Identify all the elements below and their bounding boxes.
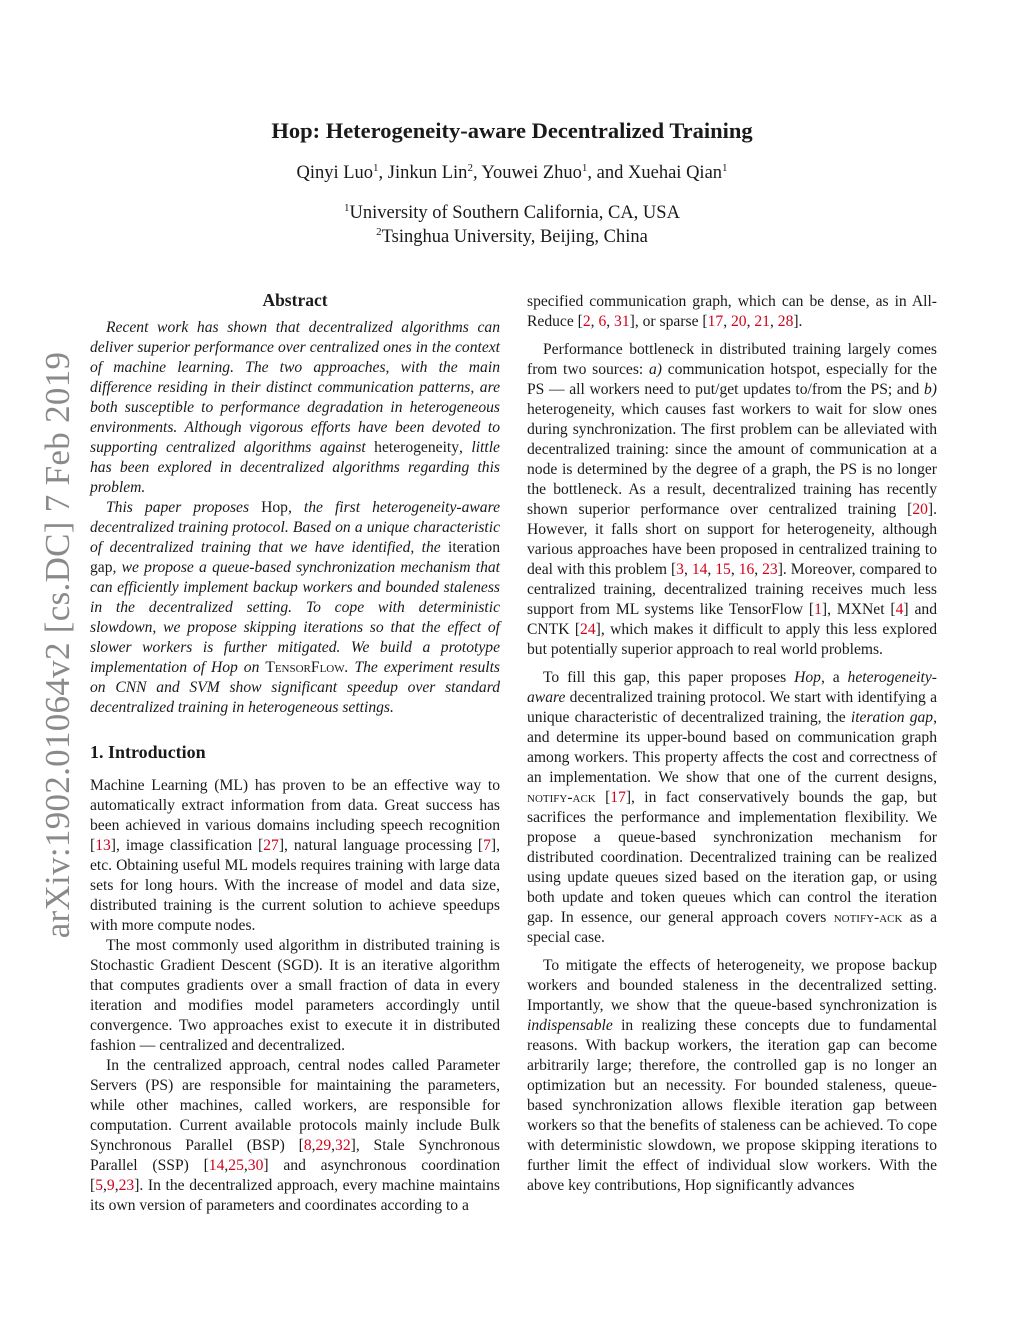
body-paragraph (527, 292, 937, 332)
small-caps-text: TensorFlow (265, 659, 345, 676)
author-name: Jinkun Lin (387, 163, 468, 183)
author-separator: , and (587, 163, 629, 183)
italic-text: indispensable (527, 1017, 613, 1034)
body-paragraph (90, 936, 500, 1056)
author-affiliation-mark: 1 (581, 162, 588, 174)
citation-link[interactable]: 8 (303, 1137, 312, 1154)
citation-link[interactable]: 14 (691, 561, 708, 578)
citation-link[interactable]: 4 (895, 601, 904, 618)
text-run: To mitigate the effects of heterogeneity, we propose backup workers and bounded staleness in the decentralized setting. Importantly, we show that the queue-based synchronization is (527, 957, 937, 1014)
introduction-body-right (527, 292, 937, 1196)
author-separator: , (378, 163, 388, 183)
small-caps-text: notify-ack (833, 909, 903, 926)
body-paragraph (90, 776, 500, 936)
text-run: , (606, 313, 615, 330)
citation-link[interactable]: 23 (118, 1177, 135, 1194)
citation-link[interactable]: 20 (730, 313, 747, 330)
author-affiliation-mark: 2 (467, 162, 473, 174)
citation-link[interactable]: 17 (610, 789, 626, 806)
body-paragraph (527, 340, 937, 660)
text-run: , (224, 1157, 229, 1174)
italic-text: Recent work has shown that decentralized algorithms can deliver superior performance over centralized ones in the context of machine learning. The two approaches, with the main difference residing in their distinct communication patterns, are both susceptible to performance degradation in heterogeneous environments. Although vigorous efforts have been devoted to supporting centralized algorithms against (90, 319, 500, 456)
text-run: communication hotspot, especially for the PS — all workers need to put/get updates to/from the PS; and (527, 361, 937, 398)
text-run: decentralized training protocol. We start with identifying a unique characteristic of decentralized training, the (527, 689, 937, 726)
text-run: ], which makes it difficult to apply this less explored but potentially superior approach to real world problems. (527, 621, 937, 658)
italic-text: a) (648, 361, 662, 378)
body-paragraph (527, 668, 937, 948)
citation-link[interactable]: 21 (754, 313, 770, 330)
text-run: Hop (261, 499, 288, 516)
text-run: ], etc. Obtaining useful ML models requires training with large data sets for long hours. With the increase of model and data size, distributed training is the current solution to achieve speedups with more compute nodes. (90, 837, 500, 934)
affiliation (0, 203, 1024, 224)
text-run: To fill this gap, this paper proposes (543, 669, 795, 686)
text-run: ]. (793, 313, 803, 330)
affiliation-number: 1 (344, 202, 350, 214)
affiliation-text: University of Southern California, CA, USA (349, 203, 680, 223)
text-run: ]. However, it falls short on support for heterogeneity, although various approaches have been proposed in centralized training to deal with this problem [ (527, 501, 937, 578)
text-run: , (331, 1137, 336, 1154)
citation-link[interactable]: 1 (814, 601, 822, 618)
abstract-body (90, 318, 500, 718)
citation-link[interactable]: 3 (676, 561, 684, 578)
affiliation (0, 227, 1024, 248)
text-run: ], image classification [ (110, 837, 264, 854)
text-run: ], in fact conservatively bounds the gap, but sacrifices the performance and implementation flexibility. We propose a queue-based synchronization mechanism for distributed coordination. Decentralized training can be realized using update queues sized based on the iteration gap, or using both update and token queues which can control the iteration gap. In essence, our general approach covers (527, 789, 938, 926)
italic-text: heterogeneity-aware (527, 669, 937, 706)
body-paragraph (90, 1056, 500, 1216)
left-column (90, 290, 500, 1216)
text-run: in realizing these concepts due to fundamental reasons. With backup workers, the iteration gap can become arbitrarily large; therefore, the controlled gap is no longer an optimization but an necessity. For bounded staleness, queue-based synchronization allows flexible iteration gap between workers so that the benefits of staleness can be achieved. To cope with deterministic slowdown, we propose skipping iterations to further limit the effect of individual slow workers. With the above key contributions, Hop significantly advances (527, 1017, 937, 1194)
citation-link[interactable]: 23 (762, 561, 778, 578)
italic-text: This paper proposes (106, 499, 262, 516)
text-run: ] and CNTK [ (527, 601, 937, 638)
section-heading-introduction: 1. Introduction (90, 742, 206, 762)
citation-link[interactable]: 28 (777, 313, 794, 330)
text-run: In the centralized approach, central nodes called Parameter Servers (PS) are responsible for maintaining the parameters, while other machines, called workers, are responsible for computation. Current available protocols mainly include Bulk Synchronous Parallel (BSP) [ (90, 1057, 500, 1154)
citation-link[interactable]: 30 (247, 1157, 264, 1174)
author-list (0, 163, 1024, 184)
citation-link[interactable]: 16 (738, 561, 755, 578)
citation-link[interactable]: 32 (335, 1137, 351, 1154)
italic-text: . The experiment results on CNN and SVM show significant speedup over standard decentralized training in heterogeneous settings. (90, 659, 500, 716)
text-run: Performance bottleneck in distributed training largely comes from two sources: (527, 341, 937, 378)
text-run: ], or sparse [ (629, 313, 708, 330)
text-run: specified communication graph, which can be dense, as in All-Reduce [ (527, 293, 937, 330)
citation-link[interactable]: 29 (315, 1137, 332, 1154)
text-run: , (707, 561, 716, 578)
text-run: , (114, 1177, 119, 1194)
citation-link[interactable]: 15 (715, 561, 731, 578)
italic-text: , we propose a queue-based synchronization mechanism that can efficiently implement backup workers and bounded staleness in the decentralized setting. To cope with deterministic slowdown, we propose skipping iterations so that the effect of slower workers is further mitigated. We build a prototype implementation of Hop on (90, 559, 500, 676)
text-run: , (590, 313, 599, 330)
citation-link[interactable]: 31 (614, 313, 630, 330)
author-separator: , (472, 163, 482, 183)
introduction-body-left (90, 776, 500, 1216)
italic-text: Hop (794, 669, 821, 686)
right-column (527, 292, 937, 1196)
italic-text: b) (924, 381, 937, 398)
citation-link[interactable]: 27 (263, 837, 279, 854)
text-run: iteration gap (90, 539, 500, 576)
citation-link[interactable]: 7 (483, 837, 491, 854)
author-affiliation-mark: 1 (722, 162, 728, 174)
author-name: Xuehai Qian (628, 163, 723, 183)
citation-link[interactable]: 17 (707, 313, 724, 330)
abstract-heading: Abstract (262, 290, 328, 310)
citation-link[interactable]: 6 (598, 313, 607, 330)
small-caps-text: notify-ack (527, 789, 596, 806)
text-run: ]. In the decentralized approach, every machine maintains its own version of parameters and coordinates according to a (90, 1177, 500, 1214)
text-run: , (754, 561, 763, 578)
text-run: , (311, 1137, 316, 1154)
abstract-paragraph (90, 498, 500, 718)
text-run: as a special case. (527, 909, 937, 946)
citation-link[interactable]: 2 (582, 313, 591, 330)
text-run: ], MXNet [ (821, 601, 896, 618)
text-run: , (730, 561, 739, 578)
text-run: , (723, 313, 731, 330)
citation-link[interactable]: 9 (106, 1177, 115, 1194)
abstract-paragraph (90, 318, 500, 498)
text-run: , (769, 313, 778, 330)
text-run: ]. Moreover, compared to centralized training, decentralized training receives much less support from ML systems like TensorFlow [ (527, 561, 938, 618)
text-run: [ (595, 789, 611, 806)
text-run: , a (820, 669, 848, 686)
affiliation-text: Tsinghua University, Beijing, China (381, 227, 648, 247)
affiliation-number: 2 (376, 226, 382, 238)
italic-text: iteration gap (850, 709, 934, 726)
paper-title: Hop: Heterogeneity-aware Decentralized Training (271, 118, 753, 143)
body-paragraph (527, 956, 937, 1196)
text-run: , (683, 561, 692, 578)
text-run: The most commonly used algorithm in distributed training is Stochastic Gradient Descent (SGD). It is an iterative algorithm that computes gradients over a small fraction of data in every iteration and modifies model parameters accordingly until convergence. Two approaches exist to execute it in distributed fashion — centralized and decentralized. (90, 937, 500, 1054)
text-run: , (243, 1157, 248, 1174)
citation-link[interactable]: 5 (95, 1177, 103, 1194)
citation-link[interactable]: 13 (95, 837, 111, 854)
italic-text: , little has been explored in decentralized algorithms regarding this problem. (90, 439, 500, 496)
text-run: heterogeneity (374, 439, 460, 456)
text-run: ], Stale Synchronous Parallel (SSP) [ (90, 1137, 500, 1174)
citation-link[interactable]: 20 (912, 501, 928, 518)
text-run: heterogeneity, which causes fast workers to wait for slow ones during synchronization. The first problem can be alleviated with decentralized training: since the amount of communication at a node is determined by the degree of a graph, the PS is no longer the bottleneck. As a result, decentralized training has recently shown superior performance over centralized training [ (527, 401, 937, 518)
arxiv-stamp: arXiv:1902.01064v2 [cs.DC] 7 Feb 2019 (38, 351, 77, 939)
author-affiliation-mark: 1 (373, 162, 379, 174)
text-run: , and determine its upper-bound based on communication graph among workers. This property affects the cost and correctness of an implementation. We show that one of the current designs, (527, 709, 937, 786)
text-run: , (103, 1177, 107, 1194)
text-run: Machine Learning (ML) has proven to be an effective way to automatically extract information from data. Great success has been achieved in various domains including speech recognition [ (90, 777, 500, 854)
citation-link[interactable]: 25 (228, 1157, 244, 1174)
text-run: , (746, 313, 755, 330)
text-run: ] and asynchronous coordination [ (90, 1157, 501, 1194)
text-run: ], natural language processing [ (278, 837, 484, 854)
citation-link[interactable]: 14 (208, 1157, 225, 1174)
italic-text: , the first heterogeneity-aware decentralized training protocol. Based on a unique characteristic of decentralized training that we have identified, the (90, 499, 500, 556)
citation-link[interactable]: 24 (580, 621, 596, 638)
author-name: Youwei Zhuo (481, 163, 582, 183)
author-name: Qinyi Luo (296, 163, 374, 183)
